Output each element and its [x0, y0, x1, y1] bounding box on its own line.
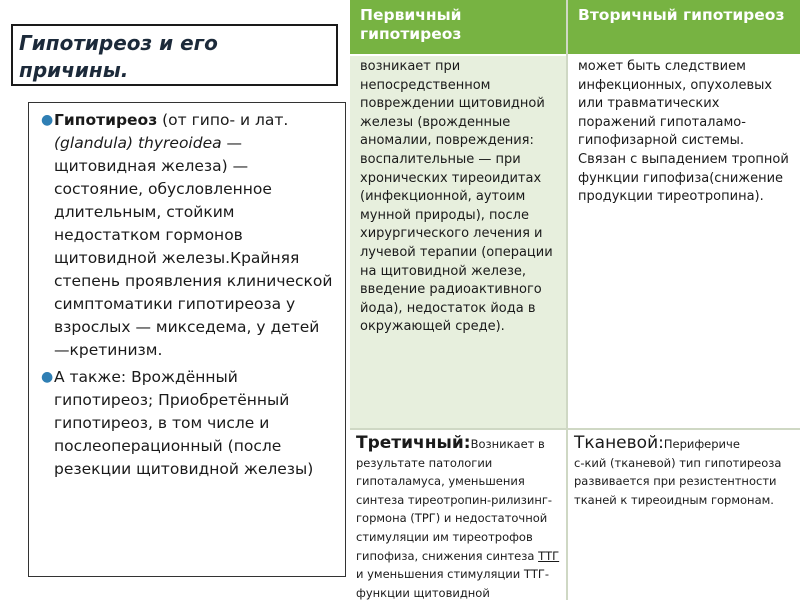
- cell-tissue: [568, 430, 800, 600]
- cell-secondary: может быть следствием инфекционных, опухолевых или травматических поражений гипоталамо-гипофизарной системы. Связан с выпадением тропной функции гипофиза(снижение продукции тиреотропина).: [568, 56, 800, 428]
- cell-tertiary: [350, 430, 566, 600]
- bullet-dot-icon: ●: [41, 112, 54, 128]
- definition-bullet: [41, 109, 337, 362]
- definition-text-1: (от гипо- и лат.: [157, 111, 289, 129]
- tissue-text: с-кий (тканевой) тип гипотиреоза развивается при резистентности тканей к тиреоидным гормонам.: [574, 455, 782, 507]
- column-divider: [566, 0, 568, 600]
- also-text: А также: Врождённый гипотиреоз; Приобретённый гипотиреоз, в том числе и послеоперационный (после резекции щитовидной железы): [54, 368, 314, 478]
- bullet-dot-icon: ●: [41, 369, 54, 385]
- tissue-lead: Перифериче: [663, 437, 740, 451]
- row-divider: [350, 428, 800, 430]
- definition-box: [28, 102, 346, 577]
- definition-latin: (glandula) thyreoidea: [54, 134, 222, 152]
- tertiary-text-b: и уменьшения стимуляции ТТГ-функции щитовидной: [356, 567, 550, 600]
- cell-primary: возникает при непосредственном повреждении щитовидной железы (врожденные аномалии, повреждения: воспалительные — при хронических тиреоидитах (инфекционной, аутоим мунной природы), после хирургического лечения и лучевой терапии (операции на щитовидной железе, введение радиоактивного йода), недостаток йода в окружающей среде).: [350, 56, 566, 428]
- types-table: [350, 0, 800, 600]
- tertiary-ttg: ТТГ: [538, 548, 560, 563]
- tissue-heading: Тканевой:: [574, 433, 664, 453]
- tertiary-heading: Третичный:: [356, 433, 471, 453]
- definition-term: Гипотиреоз: [54, 111, 158, 129]
- header-primary: Первичный гипотиреоз: [350, 0, 566, 54]
- tertiary-text-a: Возникает в результате патологии гипоталамуса, уменьшения синтеза тиреотропин-рилизинг-гормона (ТРГ) и недостаточной стимуляции им тиреотрофов гипофиза, снижения синтеза: [356, 437, 553, 563]
- slide-title-box: [11, 24, 338, 86]
- slide-title: Гипотиреоз и его причины.: [19, 31, 218, 82]
- also-bullet: [41, 366, 337, 481]
- definition-text-2: — щитовидная железа) — состояние, обусловленное длительным, стойким недостатком гормонов щитовидной железы.Крайняя степень проявления клинической симптоматики гипотиреоза у взрослых — микседема, у детей —кретинизм.: [54, 134, 333, 359]
- header-secondary: Вторичный гипотиреоз: [568, 0, 800, 54]
